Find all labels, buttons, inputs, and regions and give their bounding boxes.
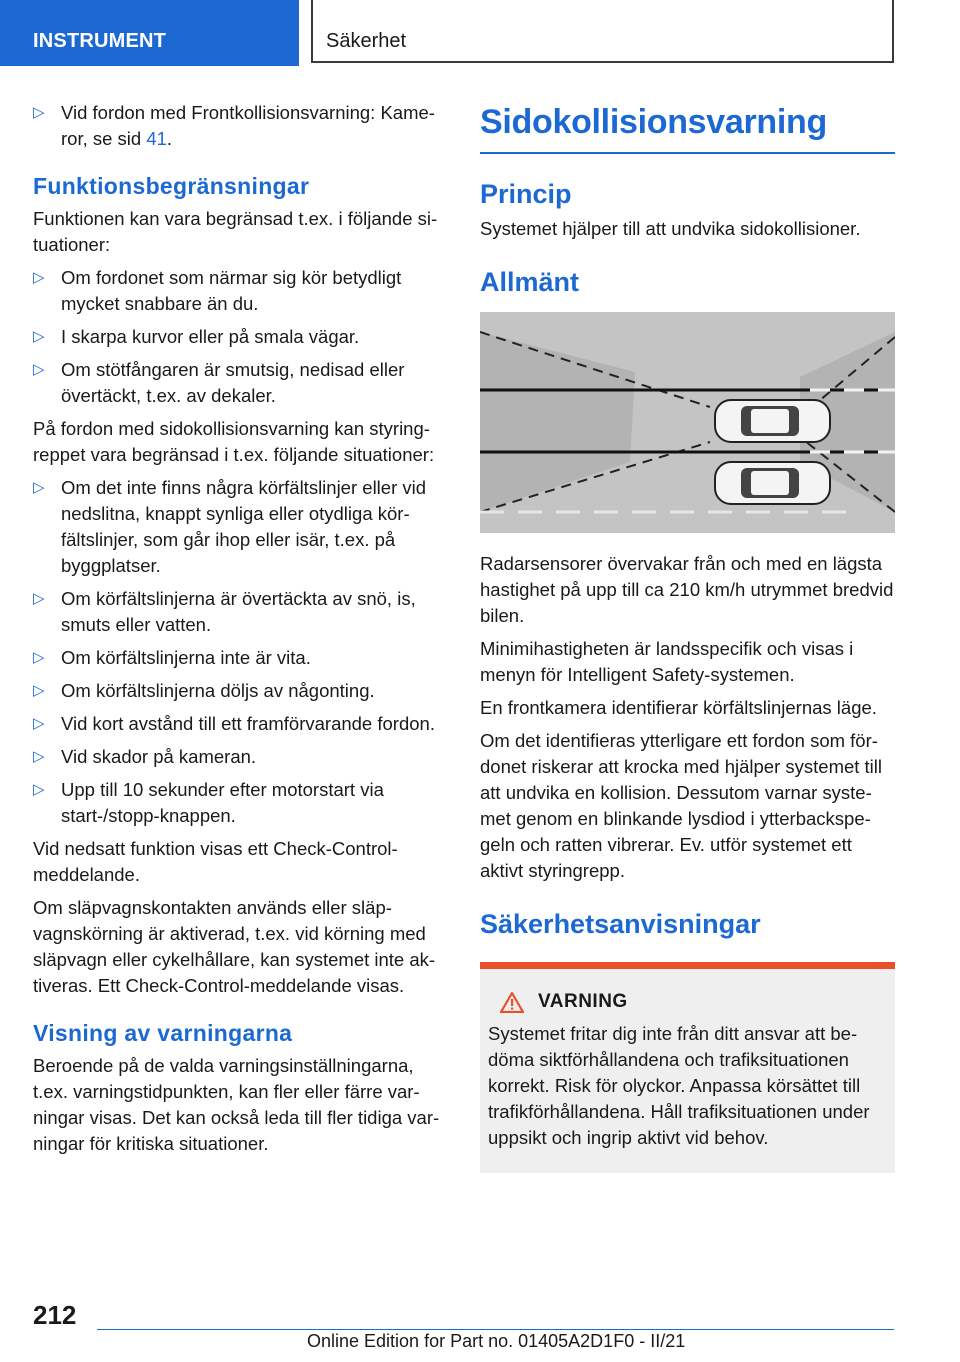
- list-item: ▷ I skarpa kurvor eller på smala vägar.: [33, 324, 451, 350]
- heading-general: Allmänt: [480, 267, 580, 297]
- heading-safety: Säkerhetsanvisningar: [480, 909, 761, 939]
- intro-list: [33, 100, 451, 152]
- list-item: ▷ Vid kort avstånd till ett framförvarande fordon.: [33, 711, 451, 737]
- footer-divider: [97, 1329, 894, 1330]
- bullet-triangle-icon: ▷: [33, 479, 45, 496]
- paragraph: Minimihastigheten är landsspecifik och visas i menyn för Intelligent Safety-systemen.: [480, 638, 854, 685]
- paragraph: Funktionen kan vara begränsad t.ex. i följande situationer:: [33, 208, 438, 255]
- warning-text: Systemet fritar dig inte från ditt ansvar att bedöma siktförhållandena och trafiksituationen korrekt. Risk för olyckor. Anpassa körsättet till trafikförhållandena. Håll trafiksituationen under uppsikt och ingrip aktivt vid behov.: [488, 1023, 870, 1148]
- car-rear: [715, 462, 830, 504]
- bullet-triangle-icon: ▷: [33, 649, 45, 666]
- list-item: ▷ Om körfältslinjerna inte är vita.: [33, 645, 451, 671]
- heading-limitations: Funktionsbegränsningar: [33, 173, 310, 199]
- list-item: ▷ Upp till 10 sekunder efter motorstart via start-/stopp-knappen.: [33, 779, 384, 826]
- right-column: [480, 100, 895, 1173]
- paragraph: Radarsensorer övervakar från och med en lägsta hastighet på upp till ca 210 km/h utrymmet bredvid bilen.: [480, 553, 894, 626]
- heading-warning-display: Visning av varningarna: [33, 1020, 293, 1046]
- paragraph: Om det identifieras ytterligare ett fordon som fördonet riskerar att krocka med hjälper systemet till att undvika en kollision. Dessutom varnar systemet genom en blinkande lysdiod i ytterbackspegeln och ratten vibrerar. Ev. utför systemet ett aktivt styringrepp.: [480, 730, 883, 881]
- list-item: ▷ Om körfältslinjerna döljs av någonting.: [33, 678, 451, 704]
- limitations-list: [33, 265, 451, 409]
- section-tab: [0, 0, 299, 66]
- chapter-tab: [311, 0, 894, 63]
- radar-illustration-svg: [480, 312, 895, 533]
- paragraph: Vid nedsatt funktion visas ett Check-Control-meddelande.: [33, 838, 398, 885]
- warning-label: VARNING: [538, 991, 628, 1012]
- warning-triangle-icon: [500, 991, 524, 1013]
- warning-header: [488, 989, 885, 1015]
- bullet-triangle-icon: ▷: [33, 590, 45, 607]
- list-item: ▷ Vid skador på kameran.: [33, 744, 451, 770]
- list-item: ▷ Om fordonet som närmar sig kör betydligt mycket snabbare än du.: [33, 267, 402, 314]
- page-reference-link[interactable]: 41: [146, 128, 167, 149]
- chapter-label: Säkerhet: [326, 30, 407, 52]
- edition-footer: Online Edition for Part no. 01405A2D1F0 - II/21: [307, 1331, 686, 1351]
- paragraph: På fordon med sidokollisionsvarning kan styringreppet vara begränsad i t.ex. följande situationer:: [33, 418, 435, 465]
- bullet-triangle-icon: ▷: [33, 361, 45, 378]
- list-item: ▷ Om det inte finns några körfältslinjer eller vid nedslitna, knappt synliga eller otydliga körfältslinjer, som går ihop eller isär, t.ex. på byggplatser.: [33, 477, 427, 576]
- bullet-triangle-icon: ▷: [33, 269, 45, 286]
- car-front: [715, 400, 830, 442]
- list-item: ▷ Vid fordon med Frontkollisionsvarning: Kameror, se sid 41.: [33, 102, 435, 149]
- paragraph: Systemet hjälper till att undvika sidokollisioner.: [480, 218, 861, 239]
- bullet-triangle-icon: ▷: [33, 781, 45, 798]
- warning-box: [480, 962, 895, 1173]
- page-title: Sidokollisionsvarning: [480, 100, 895, 154]
- bullet-triangle-icon: ▷: [33, 328, 45, 345]
- page-number: 212: [33, 1300, 77, 1330]
- steering-limitations-list: [33, 475, 451, 829]
- left-column: [33, 100, 451, 1164]
- bullet-triangle-icon: ▷: [33, 715, 45, 732]
- section-label: INSTRUMENT: [33, 30, 167, 52]
- paragraph: En frontkamera identifierar körfältslinjernas läge.: [480, 697, 877, 718]
- radar-illustration: [480, 312, 895, 533]
- heading-principle: Princip: [480, 179, 572, 209]
- bullet-triangle-icon: ▷: [33, 748, 45, 765]
- bullet-triangle-icon: ▷: [33, 104, 45, 121]
- paragraph: Beroende på de valda varningsinställningarna, t.ex. varningstidpunkten, kan fler eller färre varningar visas. Det kan också leda till fler tidiga varningar för kritiska situationer.: [33, 1055, 440, 1154]
- list-item: ▷ Om stötfångaren är smutsig, nedisad eller övertäckt, t.ex. av dekaler.: [33, 359, 405, 406]
- bullet-triangle-icon: ▷: [33, 682, 45, 699]
- paragraph: Om släpvagnskontakten används eller släpvagnskörning är aktiverad, t.ex. vid körning med släpvagn eller cykelhållare, kan systemet inte aktiveras. Ett Check-Control-meddelande visas.: [33, 897, 436, 996]
- list-item: ▷ Om körfältslinjerna är övertäckta av snö, is, smuts eller vatten.: [33, 588, 416, 635]
